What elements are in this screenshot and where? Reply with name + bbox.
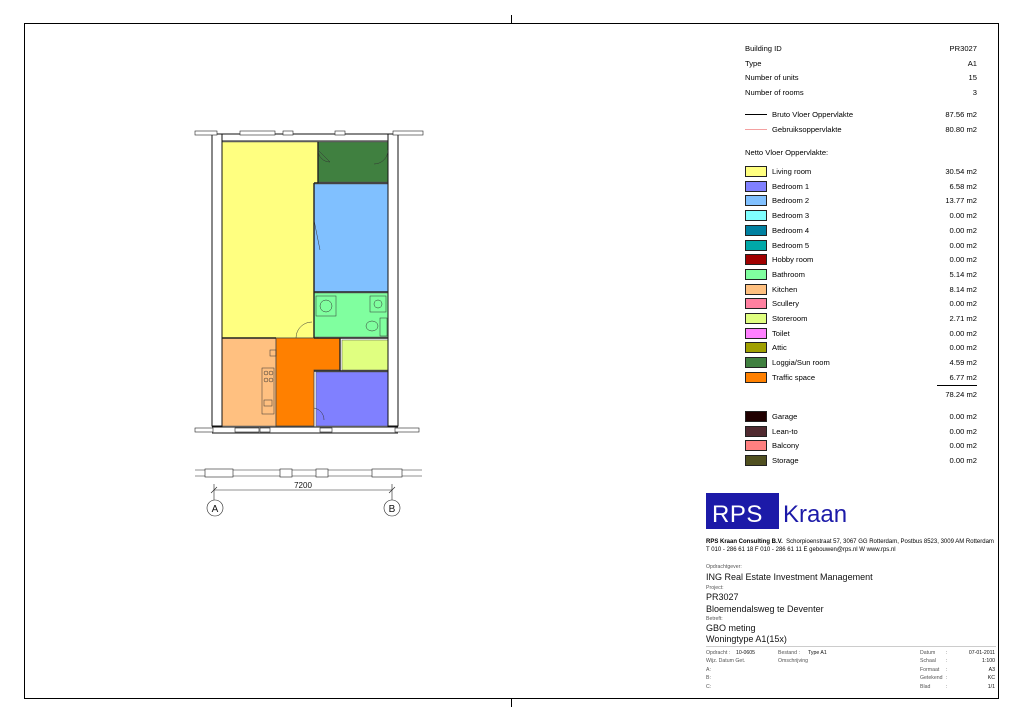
dimension-label: 7200 [294,481,312,490]
legend-name: Traffic space [772,372,816,382]
legend-name: Bedroom 2 [772,196,810,206]
legend-area: 5.14 m2 [949,269,977,279]
legend-row [745,195,977,207]
legend-area: 0.00 m2 [949,328,977,338]
frame-center-mark-top [511,15,512,23]
legend-name: Lean-to [772,426,798,436]
wijz-label: Wijz. Datum Get. [706,658,746,664]
legend-row [745,284,977,296]
wall-right [388,134,398,426]
legend-swatch [745,284,767,295]
bestand-value: Type A1 [808,650,827,656]
building-id-value: PR3027 [949,44,977,53]
legend-row [745,225,977,237]
opdrachtgever-label: Opdrachtgever: [706,564,742,570]
legend-row [745,254,977,266]
rooms-label: Number of rooms [745,88,804,97]
windows-bottom [195,428,419,432]
bvo-value: 87.56 m2 [945,110,977,119]
legend-area: 2.71 m2 [949,314,977,323]
legend-area: 13.77 m2 [945,196,977,206]
legend-swatch [745,357,767,368]
room-bedroom-2 [314,184,388,292]
schaal-value: 1:100 [982,658,995,664]
building-id-label: Building ID [745,44,782,53]
legend-row [745,342,977,354]
datum-value: 07-01-2011 [968,650,995,656]
legend-swatch [745,269,767,280]
legend-name: Storage [772,456,799,466]
betreft-label: Betreft: [706,616,723,622]
legend-row [745,357,977,369]
legend-name: Living room [772,167,812,176]
legend-row [745,210,977,222]
legend-name: Loggia/Sun room [772,358,830,368]
legend-swatch [745,455,767,466]
legend-area: 0.00 m2 [949,225,977,235]
schaal-label: Schaal [920,658,936,664]
kraan-logo-text: Kraan [783,501,848,528]
legend-name: Garage [772,412,798,421]
blad-value: 1/1 [987,684,995,690]
betreft-line-1: GBO meting [706,623,756,633]
legend-swatch [745,372,767,383]
room-kitchen [222,338,276,426]
legend-area: 6.58 m2 [949,181,977,191]
legend-swatch [745,225,767,236]
opdracht-value: 10-0605 [736,650,756,656]
legend-row [745,181,977,193]
wall-left [212,134,222,426]
legend-area: 0.00 m2 [949,240,977,250]
rev-b-label: B: [706,675,711,681]
legend-swatch [745,254,767,265]
legend-row [745,298,977,310]
units-label: Number of units [745,73,799,82]
legend-swatch [745,426,767,437]
company-address: Schorpioenstraat 57, 3067 GG Rotterdam, Postbus 8523, 3009 AM Rotterdam [786,539,994,545]
legend-area: 4.59 m2 [949,358,977,368]
formaat-colon: : [946,667,948,673]
legend-row [745,455,977,467]
go-label: Gebruiksoppervlakte [772,125,842,134]
betreft-line-2: Woningtype A1(15x) [706,634,787,644]
room-storeroom [342,340,388,370]
blad-colon: : [946,684,948,690]
legend-area: 0.00 m2 [949,255,977,265]
omschrijving-label: Omschrijving [778,658,808,664]
formaat-value: A3 [988,667,995,673]
legend-swatch [745,298,767,309]
legend-row [745,372,977,384]
company-name: RPS Kraan Consulting B.V. [706,539,783,545]
legend-total-rule [937,385,977,386]
legend-area: 6.77 m2 [949,372,977,382]
grid-label-b: B [388,504,396,515]
legend-swatch [745,313,767,324]
bestand-label: Bestand : [778,650,800,656]
legend-name: Hobby room [772,255,814,265]
legend-area: 0.00 m2 [949,412,977,421]
legend-row [745,328,977,340]
getekend-colon: : [946,675,948,681]
room-bedroom-1 [316,372,388,426]
legend-swatch [745,181,767,192]
legend-name: Balcony [772,441,800,451]
legend-name: Storeroom [772,314,808,323]
legend-swatch [745,328,767,339]
room-living [222,142,318,338]
legend-row [745,313,977,325]
legend-area: 0.00 m2 [949,211,977,221]
legend-area: 0.00 m2 [949,343,977,353]
getekend-label: Getekend [920,675,943,681]
rooms-value: 3 [972,88,977,97]
netto-heading: Netto Vloer Oppervlakte: [745,148,829,157]
legend-swatch [745,240,767,251]
legend-name: Toilet [772,328,790,338]
legend-swatch [745,342,767,353]
company-line [706,539,994,545]
legend-row [745,269,977,281]
go-line-swatch [745,129,767,130]
rps-logo-text: RPS [712,501,763,528]
getekend-value: KC [987,675,995,681]
project-name: Bloemendalsweg te Deventer [706,604,824,614]
dimension-strip [195,469,422,477]
legend-row [745,411,977,423]
legend-area: 0.00 m2 [949,299,977,309]
legend-row [745,426,977,438]
type-label: Type [745,59,762,68]
legend-row [745,166,977,178]
rev-a-label: A: [706,667,711,673]
legend-name: Bedroom 4 [772,225,810,235]
schaal-colon: : [946,658,948,664]
legend-area: 0.00 m2 [949,456,977,466]
title-block-rule [706,646,996,647]
legend-name: Kitchen [772,284,798,294]
legend-row [745,440,977,452]
type-value: A1 [967,59,977,68]
opdrachtgever-value: ING Real Estate Investment Management [706,572,873,582]
legend-name: Bedroom 3 [772,211,810,221]
bvo-line-swatch [745,114,767,115]
bvo-label: Bruto Vloer Oppervlakte [772,110,854,119]
formaat-label: Formaat [920,667,940,673]
rev-c-label: C: [706,684,712,690]
project-label: Project: [706,585,724,591]
legend-swatch [745,440,767,451]
project-code: PR3027 [706,592,739,602]
legend-area: 0.00 m2 [949,426,977,436]
units-value: 15 [968,73,977,82]
grid-label-a: A [211,504,219,515]
floor-plan [190,128,430,518]
legend-area: 8.14 m2 [949,284,977,294]
opdracht-label: Opdracht : [706,650,731,656]
legend-area: 0.00 m2 [949,441,977,451]
legend-name: Bathroom [772,269,805,279]
room-bathroom [314,293,388,337]
frame-center-mark-bottom [511,699,512,707]
legend-name: Attic [772,343,787,353]
datum-label: Datum [920,650,936,656]
building-info [745,44,977,144]
legend-name: Bedroom 1 [772,181,810,191]
legend-swatch [745,195,767,206]
legend-name: Bedroom 5 [772,240,810,250]
legend-total: 78.24 m2 [945,390,977,399]
legend-name: Scullery [772,299,800,309]
go-value: 80.80 m2 [945,125,977,134]
legend-swatch [745,166,767,177]
legend-row [745,240,977,252]
blad-label: Blad [920,684,931,690]
legend-swatch [745,210,767,221]
legend-area: 30.54 m2 [945,167,977,176]
datum-colon: : [946,650,948,656]
company-contact: T 010 - 286 61 18 F 010 - 286 61 11 E gebouwen@rps.nl W www.rps.nl [706,547,896,553]
legend-swatch [745,411,767,422]
